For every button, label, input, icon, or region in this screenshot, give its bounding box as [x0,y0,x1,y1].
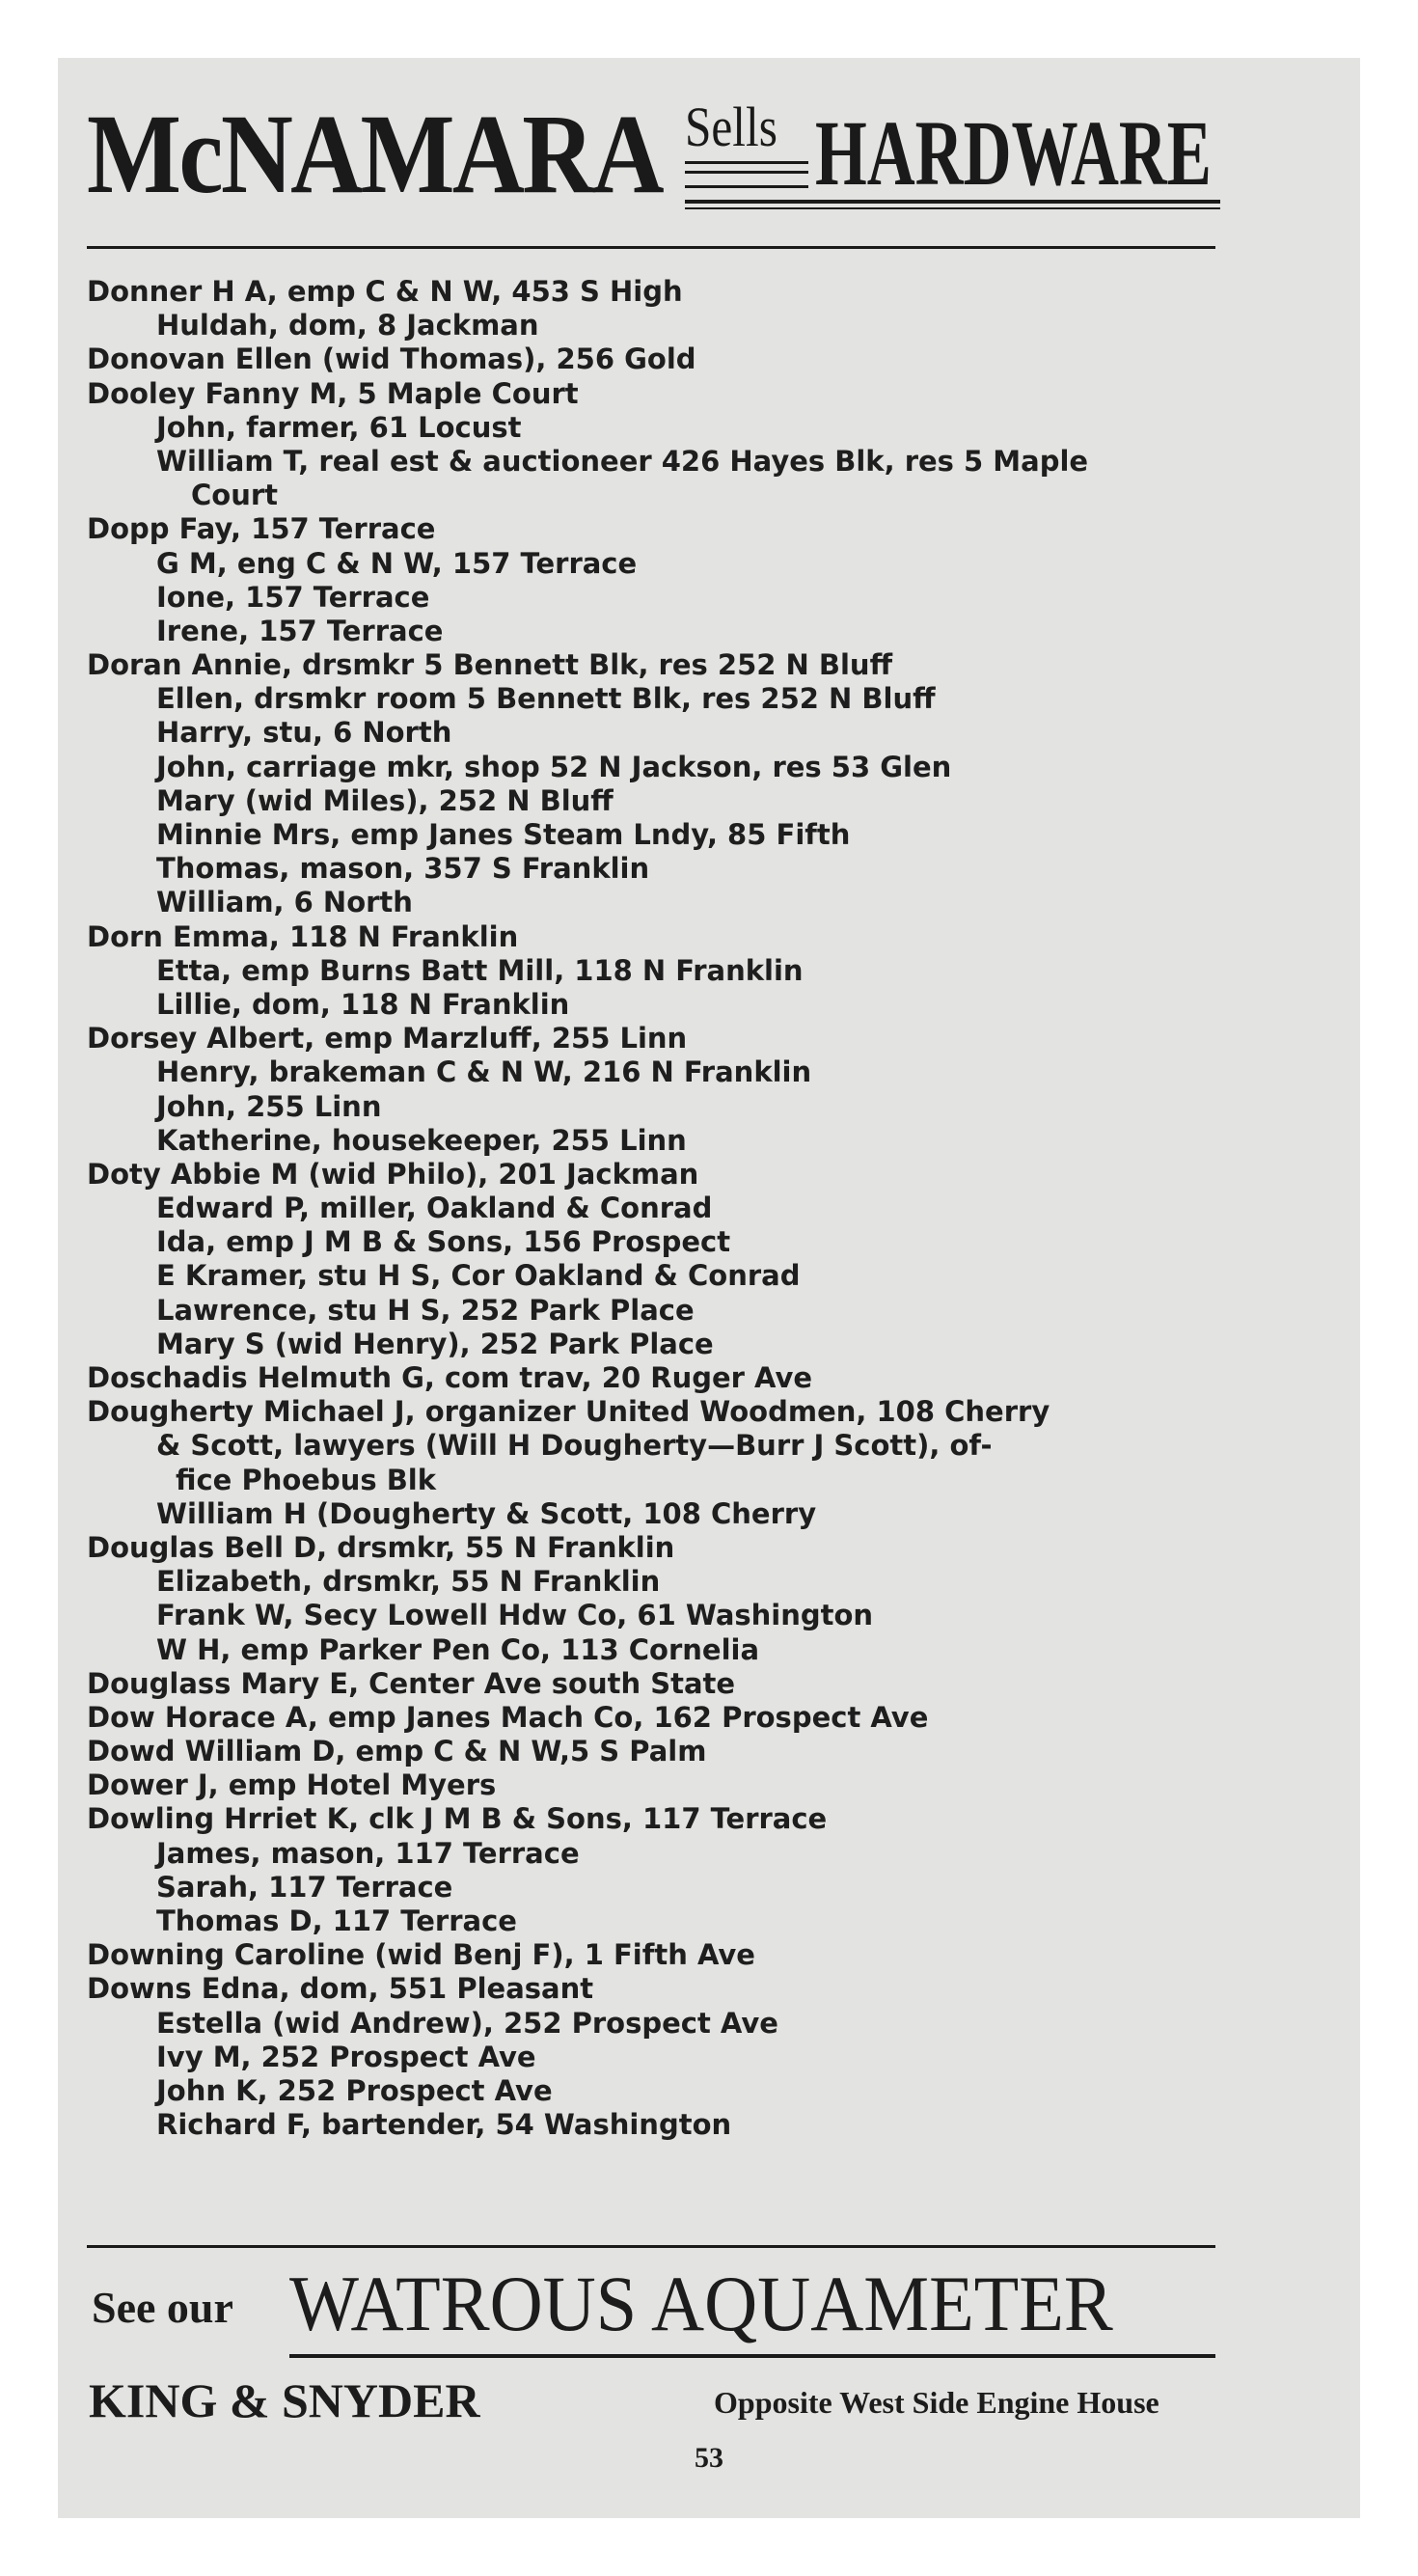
directory-subentry: Thomas, mason, 357 S Franklin [156,852,650,886]
footer-firm: KING & SNYDER [89,2373,480,2427]
directory-subentry: Court [191,479,279,512]
directory-subentry: G M, eng C & N W, 157 Terrace [156,546,638,580]
bottom-divider [87,2245,1215,2248]
advertised-product: HARDWARE [815,101,1212,205]
directory-entry: Dooley Fanny M, 5 Maple Court [87,376,579,410]
header-underline [685,200,1220,204]
directory-entry: Downs Edna, dom, 551 Pleasant [87,1972,594,2006]
directory-entry: Dowling Hrriet K, clk J M B & Sons, 117 Terrace [87,1802,828,1836]
directory-subentry: Ida, emp J M B & Sons, 156 Prospect [156,1225,731,1259]
directory-subentry: Frank W, Secy Lowell Hdw Co, 61 Washington [156,1599,874,1632]
directory-subentry: Lawrence, stu H S, 252 Park Place [156,1293,695,1327]
directory-subentry: Etta, emp Burns Batt Mill, 118 N Franklin [156,953,804,987]
directory-subentry: W H, emp Parker Pen Co, 113 Cornelia [156,1632,760,1666]
directory-subentry: Harry, stu, 6 North [156,716,452,750]
directory-entry: Doty Abbie M (wid Philo), 201 Jackman [87,1157,699,1191]
directory-subentry: Ellen, drsmkr room 5 Bennett Blk, res 252 N Bluff [156,682,936,716]
directory-entry: Dougherty Michael J, organizer United Woodmen, 108 Cherry [87,1395,1050,1429]
directory-subentry: Ivy M, 252 Prospect Ave [156,2040,536,2073]
directory-entry: Doran Annie, drsmkr 5 Bennett Blk, res 252 N Bluff [87,648,893,682]
directory-subentry: John, carriage mkr, shop 52 N Jackson, res 53 Glen [156,750,952,783]
directory-entry: Dower J, emp Hotel Myers [87,1768,497,1802]
footer-address: Opposite West Side Engine House [714,2385,1159,2420]
directory-entry: Douglas Bell D, drsmkr, 55 N Franklin [87,1530,675,1564]
directory-subentry: William H (Dougherty & Scott, 108 Cherry [156,1496,817,1530]
directory-entry: Donner H A, emp C & N W, 453 S High [87,275,683,308]
sells-rule [685,161,808,188]
footer-brand: WATROUS AQUAMETER [289,2260,1113,2347]
directory-entry: Dorn Emma, 118 N Franklin [87,919,519,953]
directory-subentry: James, mason, 117 Terrace [156,1836,580,1870]
directory-subentry: Thomas D, 117 Terrace [156,1905,517,1937]
advertiser-verb: Sells [685,96,777,158]
directory-entry: Dopp Fay, 157 Terrace [87,512,436,546]
directory-subentry: Ione, 157 Terrace [156,580,430,614]
directory-subentry: Katherine, housekeeper, 255 Linn [156,1123,687,1157]
advertiser-name: McNAMARA [87,91,662,217]
directory-entry: Donovan Ellen (wid Thomas), 256 Gold [87,343,696,376]
directory-subentry: Edward P, miller, Oakland & Conrad [156,1192,713,1225]
directory-subentry: Irene, 157 Terrace [156,614,444,647]
footer-brand-underline [289,2354,1215,2358]
directory-subentry: Sarah, 117 Terrace [156,1870,453,1904]
directory-subentry: Richard F, bartender, 54 Washington [156,2108,732,2142]
directory-subentry: Estella (wid Andrew), 252 Prospect Ave [156,2006,778,2040]
directory-subentry: William T, real est & auctioneer 426 Hayes Blk, res 5 Maple [156,444,1089,478]
directory-entry: Doschadis Helmuth G, com trav, 20 Ruger Ave [87,1361,813,1394]
directory-subentry: John, farmer, 61 Locust [156,410,522,444]
top-divider [87,246,1215,249]
directory-subentry: Henry, brakeman C & N W, 216 N Franklin [156,1055,812,1089]
directory-entry: Douglass Mary E, Center Ave south State [87,1666,736,1700]
directory-subentry: Minnie Mrs, emp Janes Steam Lndy, 85 Fifth [156,818,851,851]
page-number: 53 [695,2442,723,2474]
footer-see-our: See our [92,2283,233,2332]
directory-listing [87,275,1220,2142]
directory-subentry: E Kramer, stu H S, Cor Oakland & Conrad [156,1259,801,1293]
directory-entry: Dorsey Albert, emp Marzluff, 255 Linn [87,1022,688,1055]
directory-subentry: John K, 252 Prospect Ave [156,2073,553,2107]
directory-entry: Downing Caroline (wid Benj F), 1 Fifth Ave [87,1938,755,1972]
directory-subentry: fice Phoebus Blk [176,1463,437,1496]
directory-subentry: & Scott, lawyers (Will H Dougherty—Burr J Scott), of- [156,1429,993,1463]
directory-subentry: John, 255 Linn [156,1089,382,1123]
directory-entry: Dow Horace A, emp Janes Mach Co, 162 Prospect Ave [87,1700,929,1734]
advertisement-header [87,92,1215,217]
directory-entry: Dowd William D, emp C & N W,5 S Palm [87,1735,707,1768]
directory-subentry: Elizabeth, drsmkr, 55 N Franklin [156,1565,661,1599]
directory-subentry: Mary S (wid Henry), 252 Park Place [156,1327,714,1360]
directory-subentry: William, 6 North [156,886,413,919]
directory-subentry: Lillie, dom, 118 N Franklin [156,987,570,1021]
directory-subentry: Mary (wid Miles), 252 N Bluff [156,783,614,817]
header-underline-thin [685,207,1220,209]
directory-subentry: Huldah, dom, 8 Jackman [156,309,539,343]
